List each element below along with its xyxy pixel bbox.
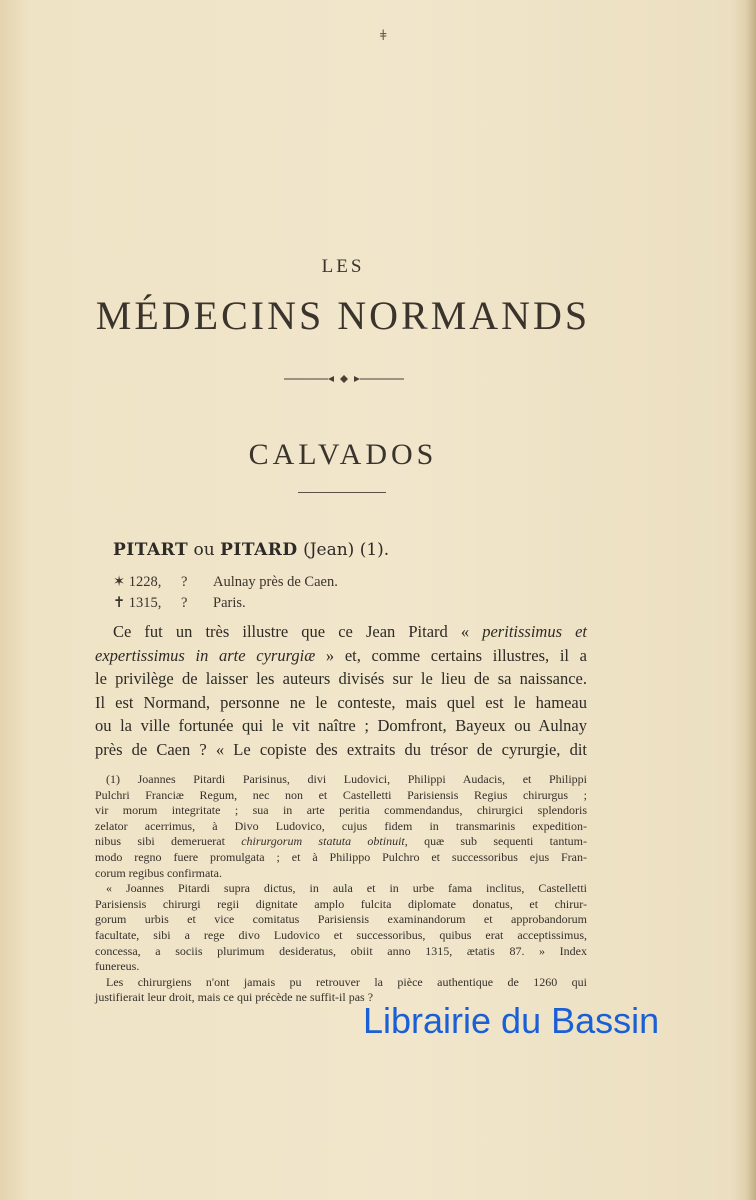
entry-name-1: PITART <box>113 540 189 560</box>
body-paragraph <box>95 620 587 761</box>
footnote-line: (1) Joannes Pitardi Parisinus, divi Ludovici, Philippi Audacis, et Philippi <box>106 772 587 786</box>
entry-name-2: PITARD <box>220 540 298 560</box>
body-line: le privilège de laisser les auteurs divisés sur le lieu de sa naissance. <box>95 669 587 688</box>
footnote-line: Parisiensis chirurgi regii dignitate amplo fulcita diplomate donatus, et chirur- <box>95 896 587 911</box>
entry-or: ou <box>193 540 215 560</box>
body-line: Il est Normand, personne ne le conteste, mais quel est le hameau <box>95 692 587 712</box>
footnote-line: nibus sibi demeruerat chirurgorum statuta obtinuit, quæ sub sequenti tantum- <box>95 834 587 849</box>
watermark-text: Librairie du Bassin <box>363 1000 660 1041</box>
page-mark: ǂ <box>380 28 387 44</box>
footnote-line: Pulchri Franciæ Regum, nec non et Castelletti Parisiensis Regius chirurgus ; <box>95 787 587 802</box>
entry-given-name: (Jean) <box>303 540 355 560</box>
footnote-line: zelator acerrimus, à Divo Ludovico, cujus fidem in transmarinis expedition- <box>95 818 587 833</box>
footnote-line: funereus. <box>95 959 140 974</box>
death-row <box>113 593 338 614</box>
body-line: près de Caen ? « Le copiste des extraits du trésor de cyrurgie, dit <box>95 739 587 759</box>
footnote-line: vir morum integritate ; sua in arte peritia commendandus, chirurgici splendoris <box>95 803 587 818</box>
entry-heading <box>113 540 389 560</box>
footnotes <box>95 772 587 1006</box>
birth-row <box>113 572 338 593</box>
body-line: Ce fut un très illustre que ce Jean Pitard « peritissimus et <box>113 622 587 641</box>
entry-note-ref: (1). <box>359 540 390 560</box>
ornament-divider <box>284 373 404 385</box>
footnote-line: concessa, a sociis plurimum desideratus, obiit anno 1315, ætatis 87. » Index <box>95 943 587 958</box>
birth-uncertain: ? <box>181 574 188 590</box>
death-uncertain: ? <box>181 595 188 611</box>
section-rule <box>298 492 386 493</box>
footnote-line: Les chirurgiens n'ont jamais pu retrouver la pièce authentique de 1260 qui <box>106 974 587 989</box>
body-line: expertissimus in arte cyrurgiæ » et, comme certains illustres, il a <box>95 645 587 665</box>
footnote-line: corum regibus confirmata. <box>95 865 222 880</box>
footnote-line: modo regno fuere promulgata ; et à Philippo Pulchro et successoribus ejus Fran- <box>95 849 587 864</box>
birth-place: Aulnay près de Caen. <box>213 574 338 590</box>
title-article: LES <box>321 256 365 277</box>
footnote-line: gorum urbis et vice comitatus Parisiensis examinandorum et approbandorum <box>95 912 587 927</box>
birth-year: ✶ 1228, <box>113 574 162 590</box>
page-edge-shadow <box>746 0 756 1200</box>
death-year: ✝ 1315, <box>113 595 162 611</box>
death-place: Paris. <box>213 595 246 611</box>
footnote-line: facultate, sibi a rege divo Ludovico et successoribus, quibus erat acceptissimus, <box>95 927 587 942</box>
footnote-line: « Joannes Pitardi supra dictus, in aula et in urbe fama inclitus, Castelletti <box>106 881 587 896</box>
footnote-line: justifierait leur droit, mais ce qui précède ne suffit-il pas ? <box>95 990 374 1005</box>
entry-dates <box>113 572 338 614</box>
body-line: ou la ville fortunée qui le vit naître ; Domfront, Bayeux ou Aulnay <box>95 716 587 735</box>
section-title: CALVADOS <box>248 438 438 471</box>
page-title: MÉDECINS NORMANDS <box>95 293 591 338</box>
